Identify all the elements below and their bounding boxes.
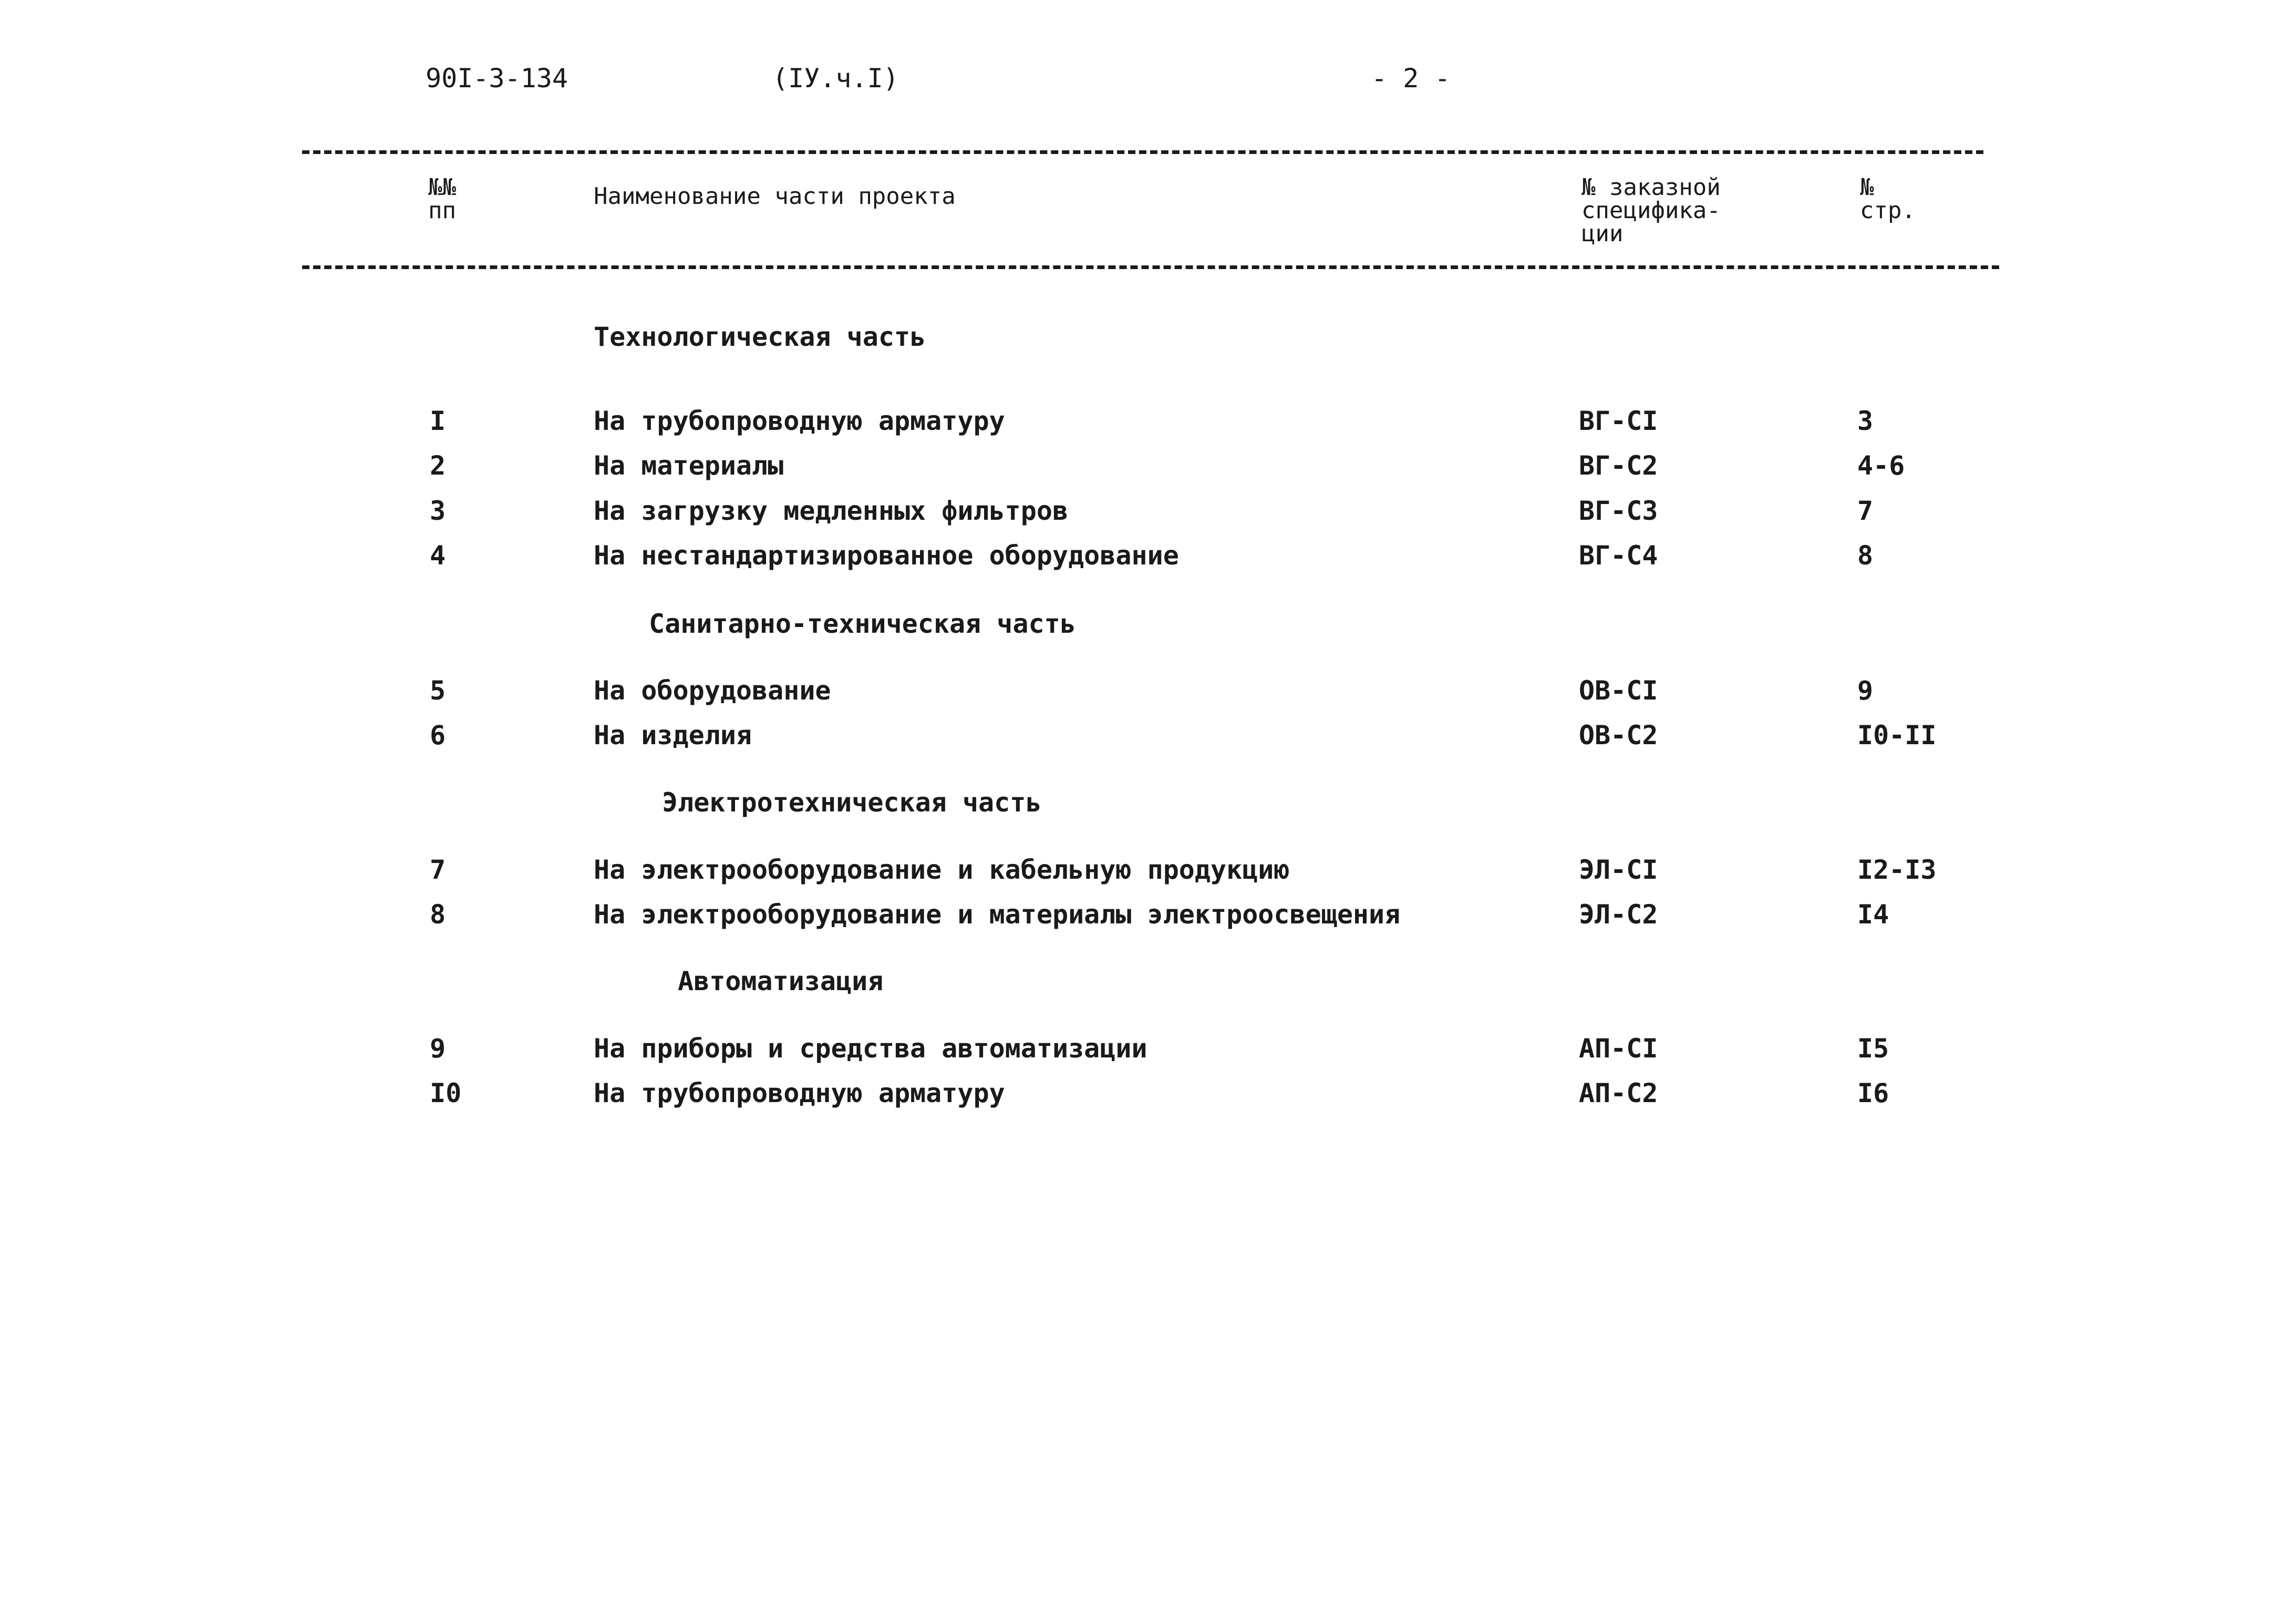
row-number: 3 [430,496,446,526]
row-specification: ОВ-СI [1579,675,1658,706]
row-name: На трубопроводную арматуру [594,406,1005,436]
column-header-page: № стр. [1860,174,1916,224]
row-specification: ВГ-С4 [1579,540,1658,571]
row-number: 6 [430,720,446,751]
row-specification: ВГ-С2 [1579,450,1658,481]
row-page: 9 [1857,675,1874,706]
row-page: I6 [1857,1078,1889,1108]
section-title-technological: Технологическая часть [594,322,926,352]
row-page: 8 [1857,540,1874,571]
row-number: 5 [430,675,446,706]
section-title-sanitary: Санитарно-техническая часть [649,609,1076,639]
row-name: На электрооборудование и кабельную продукцию [594,855,1290,885]
section-title-electrical: Электротехническая часть [662,787,1042,818]
row-name: На загрузку медленных фильтров [594,496,1069,526]
row-name: На приборы и средства автоматизации [594,1033,1147,1064]
table-header-rule [302,265,1999,269]
row-specification: ОВ-С2 [1579,720,1658,751]
row-specification: ВГ-С3 [1579,496,1658,526]
table-top-rule [302,150,1983,154]
row-number: I [430,406,446,436]
row-page: I0-II [1857,720,1937,751]
row-specification: ЭЛ-СI [1579,855,1658,885]
row-name: На изделия [594,720,752,751]
row-number: 7 [430,855,446,885]
row-name: На оборудование [594,675,831,706]
row-number: 9 [430,1033,446,1064]
row-specification: ЭЛ-С2 [1579,899,1658,930]
row-page: I2-I3 [1857,855,1937,885]
row-number: 2 [430,450,446,481]
column-header-name: Наименование части проекта [594,183,956,210]
row-number: 8 [430,899,446,930]
row-number: 4 [430,540,446,571]
row-specification: АП-СI [1579,1033,1658,1064]
row-specification: АП-С2 [1579,1078,1658,1108]
row-page: 4-6 [1857,450,1905,481]
row-number: I0 [430,1078,462,1108]
column-header-specification: № заказной специфика- ции [1581,174,1721,247]
column-header-number: №№ пп [428,174,456,224]
row-page: I4 [1857,899,1889,930]
page-number: - 2 - [1371,63,1451,94]
row-page: 3 [1857,406,1874,436]
row-page: I5 [1857,1033,1889,1064]
row-page: 7 [1857,496,1874,526]
row-name: На электрооборудование и материалы электроосвещения [594,899,1401,930]
document-code: 90I-3-134 [426,63,568,94]
section-title-automation: Автоматизация [678,966,884,996]
document-part: (IУ.ч.I) [772,63,899,94]
row-name: На материалы [594,450,784,481]
row-name: На нестандартизированное оборудование [594,540,1179,571]
row-specification: ВГ-СI [1579,406,1658,436]
row-name: На трубопроводную арматуру [594,1078,1005,1108]
